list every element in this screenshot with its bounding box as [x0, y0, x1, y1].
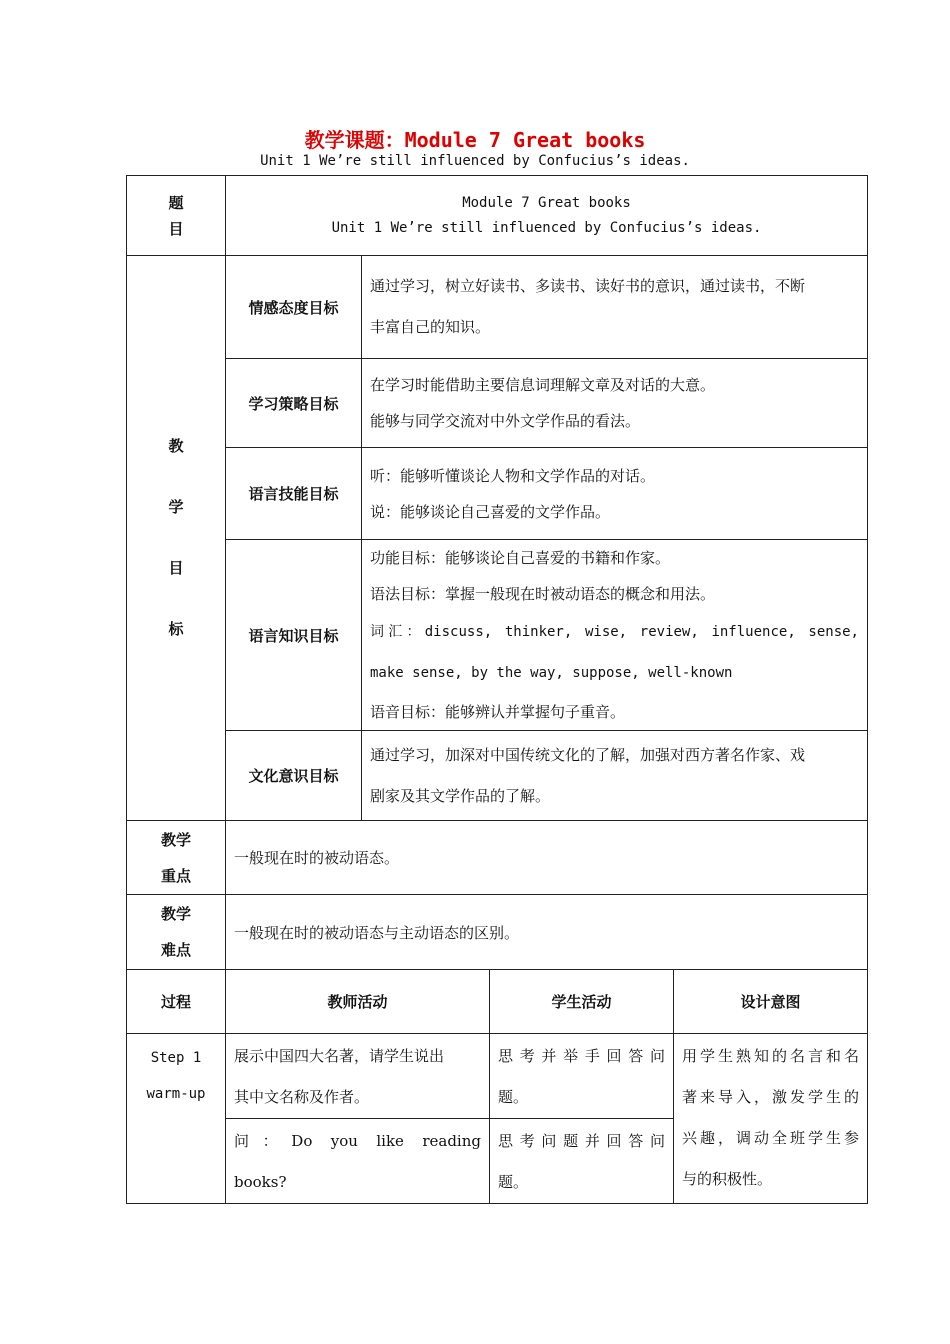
- step1-design-intent: 用学生熟知的名言和名 著来导入，激发学生的 兴趣，调动全班学生参 与的积极性。: [674, 1034, 868, 1204]
- process-header-design: 设计意图: [674, 970, 868, 1034]
- step1-teacher-activity-2: 问：Do you like reading books?: [226, 1119, 490, 1204]
- knowledge-goal-label: 语言知识目标: [226, 540, 362, 731]
- skills-goal-label: 语言技能目标: [226, 448, 362, 540]
- topic-content: [226, 176, 868, 256]
- document-title: 教学课题：Module 7 Great books: [304, 128, 646, 152]
- key-point-label: 教学 重点: [127, 821, 226, 895]
- lesson-plan-table: [126, 175, 868, 1204]
- step1-student-activity-1: 思考并举手回答问 题。: [490, 1034, 674, 1119]
- strategy-goal-label: 学习策略目标: [226, 359, 362, 448]
- key-point-content: 一般现在时的被动语态。: [226, 821, 868, 895]
- skills-goal-content: 听：能够听懂谈论人物和文学作品的对话。 说：能够谈论自己喜爱的文学作品。: [362, 448, 868, 540]
- strategy-goal-content: 在学习时能借助主要信息词理解文章及对话的大意。 能够与同学交流对中外文学作品的看法。: [362, 359, 868, 448]
- affective-goal-content: 通过学习，树立好读书、多读书、读好书的意识，通过读书，不断 丰富自己的知识。: [362, 256, 868, 359]
- process-header-teacher: 教师活动: [226, 970, 490, 1034]
- culture-goal-label: 文化意识目标: [226, 731, 362, 821]
- difficulty-content: 一般现在时的被动语态与主动语态的区别。: [226, 895, 868, 970]
- goals-side-label: 教 学 目 标: [127, 256, 226, 821]
- affective-goal-label: 情感态度目标: [226, 256, 362, 359]
- knowledge-goal-content: 功能目标：能够谈论自己喜爱的书籍和作家。 语法目标：掌握一般现在时被动语态的概念和用法。 词汇：discuss, thinker, wise, review, influence, sense, make sense, by the way, suppose, well-known 语音目标：能够辨认并掌握句子重音。: [362, 540, 868, 731]
- topic-unit: Unit 1 We’re still influenced by Confucius’s ideas.: [331, 219, 762, 236]
- step1-teacher-activity-1: 展示中国四大名著，请学生说出 其中文名称及作者。: [226, 1034, 490, 1119]
- step1-label: Step 1 warm-up: [127, 1034, 226, 1204]
- topic-module: Module 7 Great books: [462, 194, 631, 211]
- topic-label: 题 目: [127, 176, 226, 256]
- culture-goal-content: 通过学习，加深对中国传统文化的了解，加强对西方著名作家、戏 剧家及其文学作品的了解。: [362, 731, 868, 821]
- difficulty-label: 教学 难点: [127, 895, 226, 970]
- step1-student-activity-2: 思考问题并回答问 题。: [490, 1119, 674, 1204]
- process-header-student: 学生活动: [490, 970, 674, 1034]
- process-header-step: 过程: [127, 970, 226, 1034]
- document-subtitle: Unit 1 We’re still influenced by Confucius’s ideas.: [260, 153, 690, 169]
